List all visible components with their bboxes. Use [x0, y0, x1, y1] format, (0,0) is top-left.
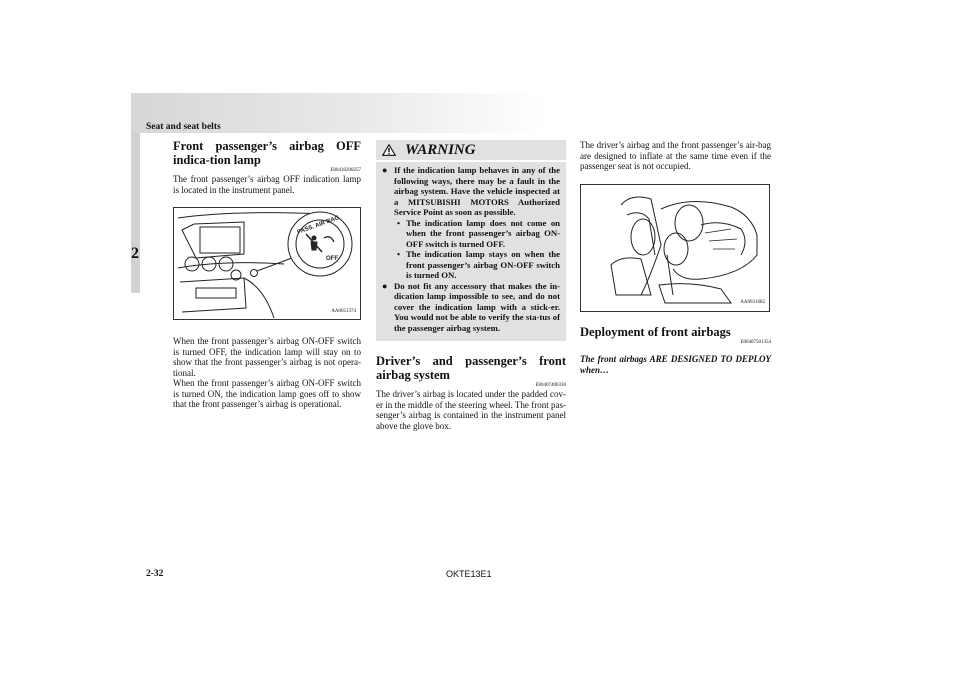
page-number: 2-32	[146, 569, 164, 579]
dot-icon: •	[397, 249, 401, 259]
warning-item	[382, 165, 560, 218]
section-title: Seat and seat belts	[146, 122, 221, 132]
airbag-deployment-illustration	[581, 185, 769, 311]
deployment-intro: The front airbags ARE DESIGNED TO DEPLOY when…	[580, 354, 771, 375]
heading-front-airbag-system: Driver’s and passenger’s front airbag system	[376, 354, 566, 382]
chapter-tab	[131, 133, 140, 293]
dot-icon: •	[397, 217, 401, 228]
section-code: E00407400330	[535, 383, 566, 388]
column-middle	[376, 140, 566, 431]
warning-item-text: If the indication lamp behaves in any of the following ways, there may be a fault in the airbag system. Have the vehicle inspected at a MITSUBISHI MOTORS Authorized Service Point as soon as possible.	[394, 165, 560, 217]
inflate-paragraph: The driver’s airbag and the front passenger’s air-bag are designed to inflate at the same time even if the passenger seat is not occupied.	[580, 140, 771, 171]
paragraph-on: When the front passenger’s airbag ON-OFF switch is turned ON, the indication lamp goes off to show that the front passenger’s airbag is operational.	[173, 378, 361, 409]
warning-item	[382, 281, 560, 334]
intro-paragraph: The front passenger’s airbag OFF indication lamp is located in the instrument panel.	[173, 174, 361, 195]
figure-tag: AA0051374	[331, 308, 356, 314]
chapter-number: 2	[131, 245, 139, 262]
warning-box	[376, 140, 566, 341]
figure-tag: AA0031682	[740, 300, 765, 305]
warning-subitem-text: The indication lamp does not come on when the front passenger’s airbag ON-OFF switch is turned OFF.	[406, 217, 560, 249]
bullet-icon: ●	[382, 280, 388, 291]
warning-body	[376, 162, 566, 341]
column-right	[580, 140, 771, 375]
paragraph-off: When the front passenger’s airbag ON-OFF switch is turned OFF, the indication lamp will stay on to show that the front passenger’s airbag is not opera-tional.	[173, 336, 361, 378]
indicator-off-text: OFF	[326, 256, 338, 262]
warning-triangle-icon	[382, 144, 396, 156]
warning-title: WARNING	[405, 141, 476, 158]
warning-item-text: Do not fit any accessory that makes the in-dication lamp impossible to see, and do not cover the indication lamp with a stick-er. You would not be able to verify the sta-tus of the passenger airbag system.	[394, 280, 560, 333]
bullet-icon: ●	[382, 165, 388, 175]
warning-subitem-text: The indication lamp stays on when the front passenger’s airbag ON-OFF switch is turned ON.	[406, 249, 560, 280]
section-code: E00407501354	[740, 340, 771, 345]
indicator-text: PASS. AIR BAG	[296, 215, 341, 236]
instrument-panel-figure	[173, 207, 361, 320]
warning-subitem	[397, 218, 560, 250]
heading-airbag-off-lamp: Front passenger’s airbag OFF indica-tion lamp	[173, 139, 361, 167]
section-code: E00410200257	[330, 168, 361, 173]
instrument-panel-illustration	[174, 208, 360, 319]
airbag-deployment-figure	[580, 184, 770, 312]
warning-header	[376, 140, 566, 162]
column-left	[173, 140, 361, 410]
heading-deployment: Deployment of front airbags	[580, 324, 731, 339]
warning-subitem	[397, 249, 560, 281]
document-code: OKTE13E1	[446, 569, 492, 579]
airbag-location-paragraph: The driver’s airbag is located under the padded cov-er in the middle of the steering wheel. The front pas-senger’s airbag is contained in the instrument panel above the glove box.	[376, 389, 566, 431]
